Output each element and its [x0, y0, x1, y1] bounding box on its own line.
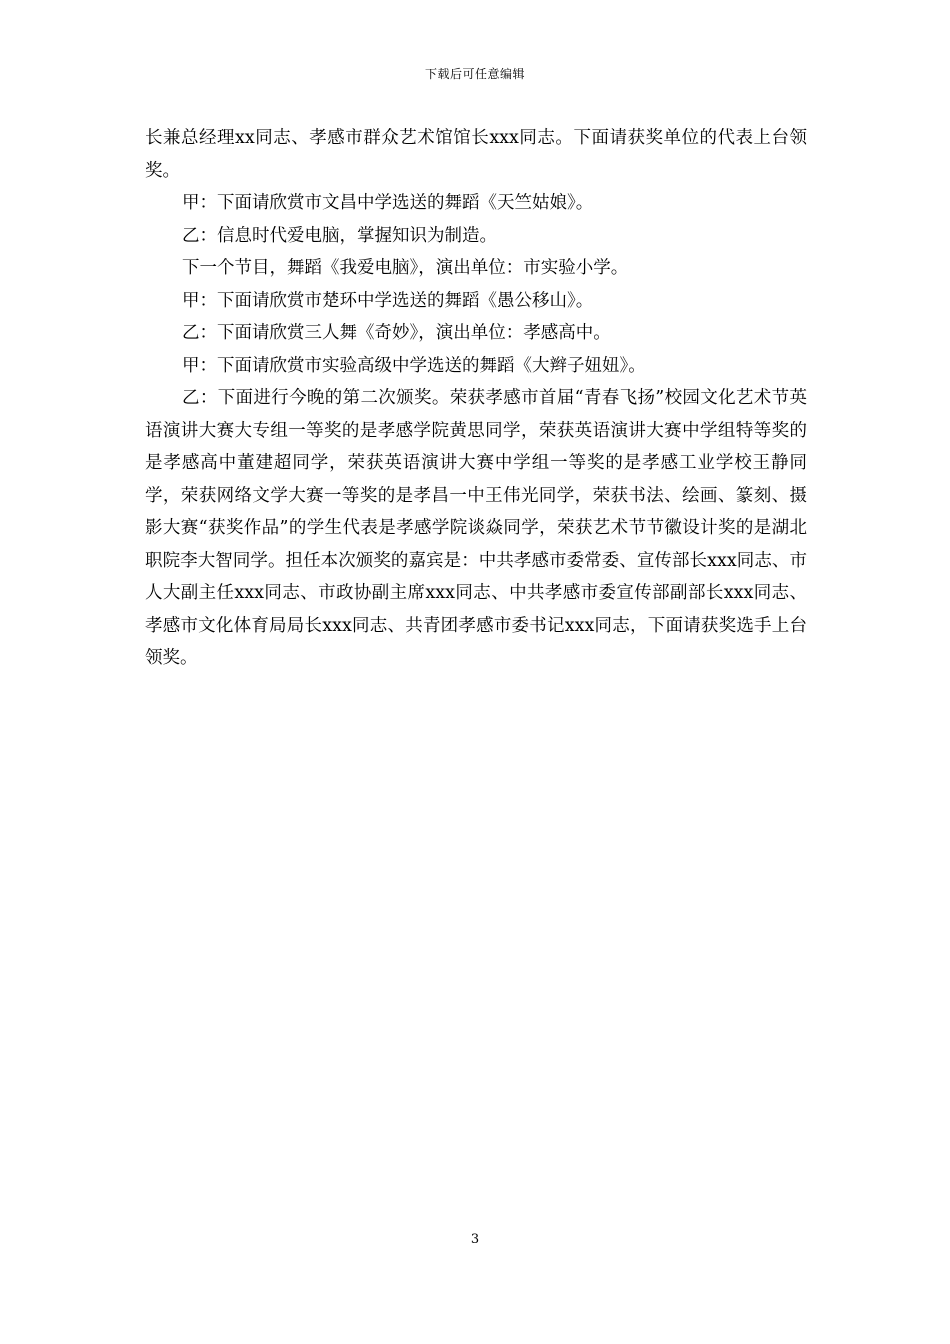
paragraph-7: 甲：下面请欣赏市实验高级中学选送的舞蹈《大辫子妞妞》。	[182, 355, 646, 376]
paragraph-5: 甲：下面请欣赏市楚环中学选送的舞蹈《愚公移山》。	[182, 290, 594, 311]
page-header: 下载后可任意编辑	[424, 67, 525, 81]
document-body	[145, 122, 807, 675]
page-number: 3	[470, 1232, 480, 1247]
paragraph-6: 乙：下面请欣赏三人舞《奇妙》，演出单位：孝感高中。	[182, 323, 611, 343]
paragraph-4: 下一个节目，舞蹈《我爱电脑》，演出单位：市实验小学。	[182, 258, 629, 278]
paragraph-2: 甲：下面请欣赏市文昌中学选送的舞蹈《天竺姑娘》。	[182, 193, 594, 213]
paragraph-3: 乙：信息时代爱电脑，掌握知识为制造。	[182, 225, 497, 246]
paragraph-8: 乙：下面进行今晚的第二次颁奖。荣获孝感市首届“青春飞扬”校园文化艺术节英语演讲大赛大专组一等奖的是孝感学院黄思同学，荣获英语演讲大赛中学组特等奖的是孝感高中董建超同学，荣获英语演讲大赛中学组一等奖的是孝感工业学校王静同学，荣获网络文学大赛一等奖的是孝昌一中王伟光同学，荣获书法、绘画、篆刻、摄影大赛“获奖作品”的学生代表是孝感学院谈焱同学，荣获艺术节节徽设计奖的是湖北职院李大智同学。担任本次颁奖的嘉宾是：中共孝感市委常委、宣传部长xxx同志、市人大副主任xxx同志、市政协副主席xxx同志、中共孝感市委宣传部副部长xxx同志、孝感市文化体育局局长xxx同志、共青团孝感市委书记xxx同志，下面请获奖选手上台领奖。	[145, 388, 807, 668]
paragraph-1: 长兼总经理xx同志、孝感市群众艺术馆馆长xxx同志。下面请获奖单位的代表上台领奖。	[145, 128, 807, 181]
